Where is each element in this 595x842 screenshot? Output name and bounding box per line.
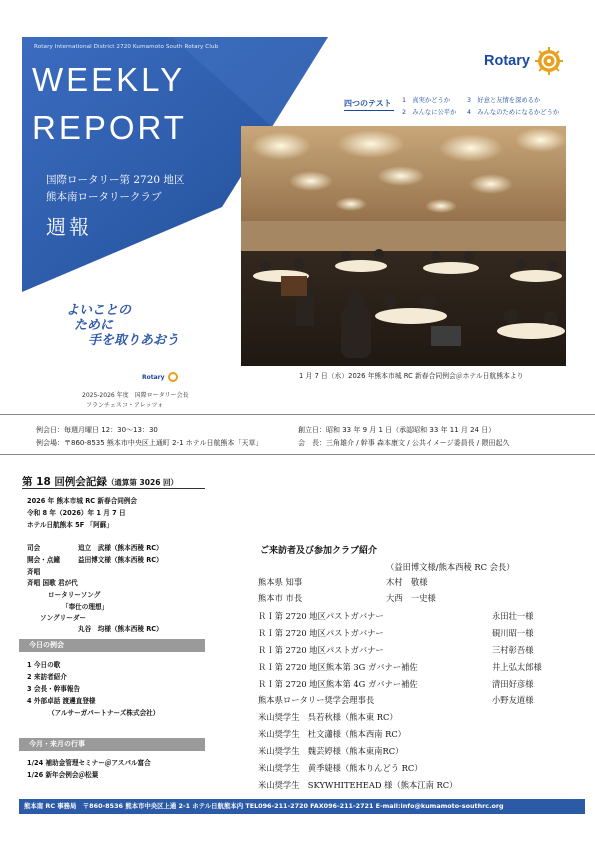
rotary-logo-word: Rotary <box>484 53 530 69</box>
guests-host: （益田博文様/熊本西稜 RC 会長） <box>386 562 515 572</box>
guest-role: ＲＩ第 2720 地区熊本第 4G ガバナー補佐 <box>258 679 418 689</box>
shuho-title: 週報 <box>46 215 92 239</box>
guest-name: 井上弘太郎様 <box>492 662 542 672</box>
rotary-small-logo <box>142 372 178 382</box>
role-person: 益田博文様（熊本西稜 RC） <box>78 556 163 564</box>
guest-role: 熊本県 知事 <box>258 577 303 587</box>
scholar-row: 米山奨学生 呉若秋様（熊本東 RC） <box>258 712 398 722</box>
four-way-test-underline <box>344 110 394 111</box>
club-english-name: Rotary International District 2720 Kumamoto South Rotary Club <box>34 44 219 50</box>
scholar-row: 米山奨学生 SKYWHITEHEAD 様（熊本江南 RC） <box>258 780 458 790</box>
event-item: 1/26 新年会例会＠松葉 <box>27 771 99 779</box>
role-label: 斉唱 国歌 君が代 <box>27 579 78 587</box>
guest-name: 永田壮一様 <box>492 611 534 621</box>
guest-role: ＲＩ第 2720 地区熊本第 3G ガバナー補佐 <box>258 662 418 672</box>
guest-role: ＲＩ第 2720 地区パストガバナー <box>258 628 384 638</box>
district-name: 国際ロータリー第 2720 地区 <box>46 174 185 186</box>
events-heading: 今月・来月の行事 <box>19 738 205 751</box>
four-way-test-item: 4 みんなのためになるかどうか <box>467 109 560 116</box>
rotary-small-wheel-icon <box>168 372 178 382</box>
slogan-line-3: 手を取りあおう <box>88 333 180 348</box>
record-count: （通算第 3026 回） <box>106 478 179 487</box>
rotary-logo <box>484 46 564 76</box>
ri-president-name: フランチェスコ・アレッツォ <box>86 402 164 409</box>
guest-name: 三村彰吾様 <box>492 645 534 655</box>
established-date: 創立日：昭和 33 年 9 月 1 日（承認昭和 33 年 11 月 24 日） <box>298 426 496 434</box>
rotary-wheel-icon <box>534 46 564 76</box>
record-date: 令和 8 年（2026）年 1 月 7 日 <box>27 509 126 517</box>
report-heading: REPORT <box>32 109 187 146</box>
guest-role: 熊本市 市長 <box>258 593 303 603</box>
guest-name: 木村 敬様 <box>386 577 428 587</box>
club-name: 熊本南ロータリークラブ <box>46 191 162 203</box>
four-way-test-item: 2 みんなに公平か <box>402 109 457 116</box>
rotary-small-word: Rotary <box>142 373 165 381</box>
guest-role: ＲＩ第 2720 地区パストガバナー <box>258 611 384 621</box>
ri-president-title: 2025-2026 年度 国際ロータリー会長 <box>82 392 189 399</box>
scholar-row: 米山奨学生 黄季婕様（熊本りんどう RC） <box>258 763 423 773</box>
program-item: 2 来訪者紹介 <box>27 673 67 681</box>
role-label: ソングリーダー <box>40 614 87 622</box>
program-item: 4 外部卓話 渡邊直登様 <box>27 697 96 705</box>
role-label: 開会・点鐘 <box>27 556 60 564</box>
role-person: 追立 武様（熊本西稜 RC） <box>78 544 163 552</box>
guest-role: ＲＩ第 2720 地区パストガバナー <box>258 645 384 655</box>
record-title-underline <box>22 488 205 489</box>
weekly-heading: WEEKLY <box>32 61 186 98</box>
scholar-row: 米山奨学生 杜文瀟様（熊本西南 RC） <box>258 729 406 739</box>
record-title <box>22 474 178 489</box>
role-person: 丸谷 均様（熊本西稜 RC） <box>78 625 163 633</box>
meeting-day: 例会日：毎週月曜日 12：30～13：30 <box>36 426 158 434</box>
guests-title: ご来訪者及び参加クラブ紹介 <box>260 546 378 556</box>
four-way-test-label: 四つのテスト <box>344 99 392 108</box>
photo-caption: 1 月 7 日（水）2026 年熊本市城 RC 新春合同例会＠ホテル日航熊本より <box>299 372 524 380</box>
event-item: 1/24 補助金管理セミナー＠アスパル富合 <box>27 759 151 767</box>
guest-name: 硯川昭一様 <box>492 628 534 638</box>
slogan-line-2: ために <box>74 318 114 333</box>
info-top-rule <box>0 414 595 415</box>
guest-name: 小野友道様 <box>492 695 534 705</box>
footer-contact: 熊本南 RC 事務局 〒860-8536 熊本市中央区上通 2-1 ホテル日航熊本内 TEL096-211-2720 FAX096-211-2721 E-mail:info@kumamoto-southrc.org <box>19 799 585 814</box>
record-title-text: 第 18 回例会記録 <box>22 476 107 488</box>
today-program-heading: 今日の例会 <box>19 639 205 652</box>
guest-role: 熊本県ロータリー奨学会理事長 <box>258 695 375 705</box>
club-officers: 会 長：三角雄介 / 幹事 森本康文 / 公共イメージ委員長 / 隈田起久 <box>298 439 510 447</box>
four-way-test-item: 3 好意と友情を深めるか <box>467 97 541 104</box>
role-label: 「奉仕の理想」 <box>62 603 109 611</box>
slogan-line-1: よいことの <box>66 303 132 318</box>
info-bottom-rule <box>0 454 595 455</box>
role-label: 斉唱 <box>27 568 41 576</box>
meeting-venue: 例会場：〒860-8535 熊本市中央区上通町 2-1 ホテル日航熊本「天草」 <box>36 439 263 447</box>
program-item: 3 会長・幹事報告 <box>27 685 81 693</box>
scholar-row: 米山奨学生 魏芸婷様（熊本東南RC） <box>258 746 404 756</box>
program-item: 1 今日の歌 <box>27 661 61 669</box>
guest-name: 大西 一史様 <box>386 593 436 603</box>
guest-name: 清田好彦様 <box>492 679 534 689</box>
record-place: ホテル日航熊本 5F 「阿蘇」 <box>27 521 113 529</box>
record-event: 2026 年 熊本市城 RC 新春合同例会 <box>27 497 137 505</box>
four-way-test-item: 1 真実かどうか <box>402 97 451 104</box>
banquet-photo <box>241 126 566 366</box>
role-label: 司会 <box>27 544 41 552</box>
program-item: （アルサーガパートナーズ株式会社） <box>48 709 160 717</box>
role-label: ロータリーソング <box>48 591 101 599</box>
